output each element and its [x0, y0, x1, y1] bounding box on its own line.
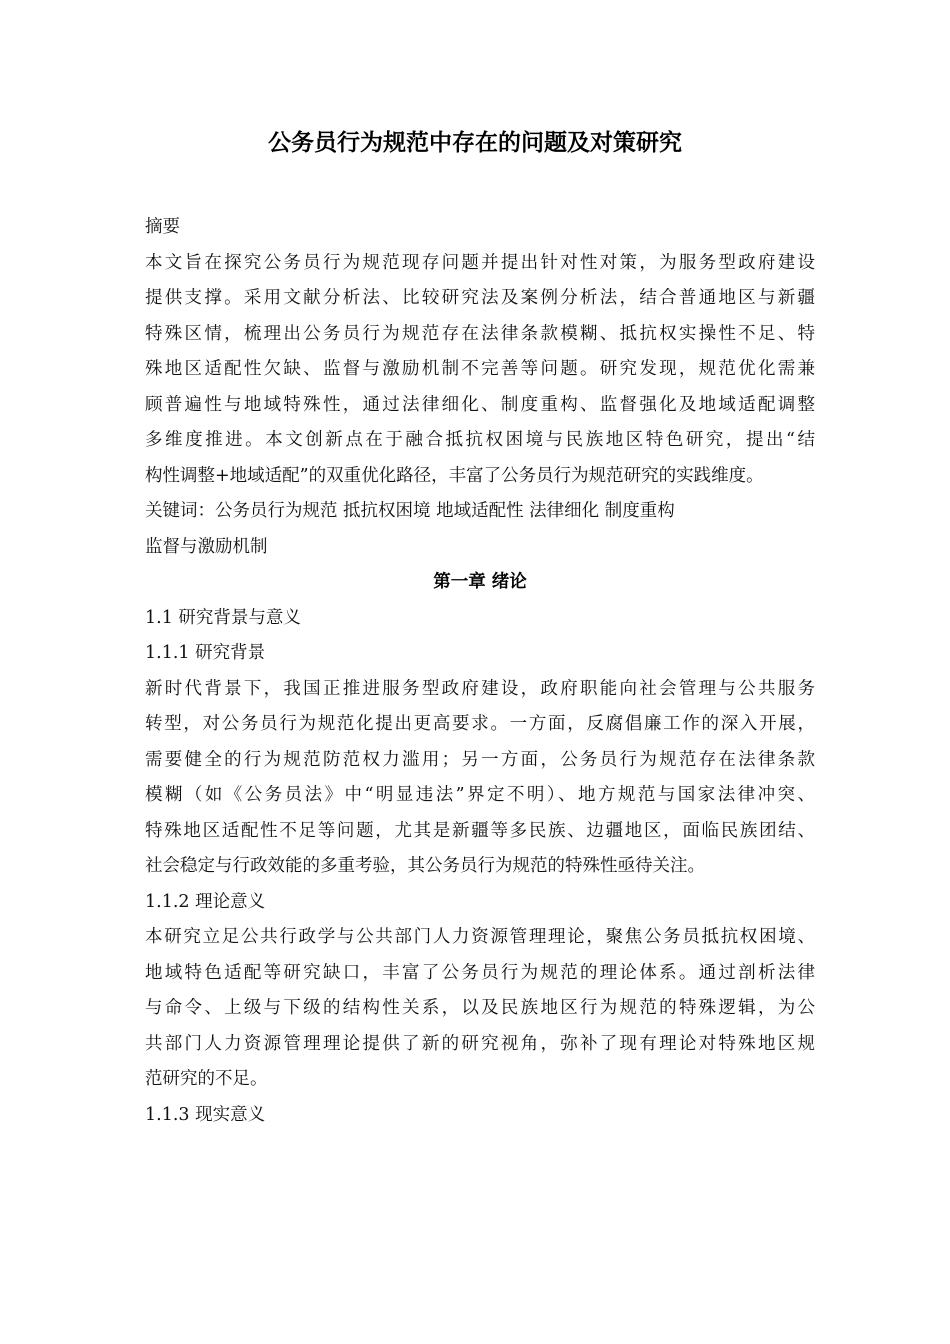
- keywords-line: 关键词：公务员行为规范 抵抗权困境 地域适配性 法律细化 制度重构: [145, 501, 675, 521]
- abstract-line: 顾普遍性与地域特殊性，通过法律细化、制度重构、监督强化及地域适配调整: [145, 394, 815, 415]
- paragraph-line: 需要健全的行为规范防范权力滥用；另一方面，公务员行为规范存在法律条款: [145, 749, 815, 770]
- paragraph-line: 范研究的不足。: [145, 1069, 268, 1089]
- paragraph-line: 与命令、上级与下级的结构性关系，以及民族地区行为规范的特殊逻辑，为公: [145, 998, 815, 1018]
- paragraph-line: 本研究立足公共行政学与公共部门人力资源管理理论，聚焦公务员抵抗权困境、: [145, 927, 815, 947]
- document-body: [145, 210, 815, 1133]
- keywords-line-continued: 监督与激励机制: [145, 536, 268, 557]
- abstract-paragraph: [145, 246, 815, 495]
- paragraph-line: 地域特色适配等研究缺口，丰富了公务员行为规范的理论体系。通过剖析法律: [145, 962, 815, 983]
- theory-paragraph: [145, 920, 815, 1098]
- document-title: 公务员行为规范中存在的问题及对策研究: [268, 130, 682, 156]
- chapter-heading: 第一章 绪论: [433, 572, 527, 592]
- abstract-line: 多维度推进。本文创新点在于融合抵抗权困境与民族地区特色研究，提出“结: [145, 430, 815, 450]
- abstract-line: 殊地区适配性欠缺、监督与激励机制不完善等问题。研究发现，规范优化需兼: [145, 359, 815, 379]
- abstract-line: 本文旨在探究公务员行为规范现存问题并提出针对性对策，为服务型政府建设: [145, 252, 815, 273]
- paragraph-line: 转型，对公务员行为规范化提出更高要求。一方面，反腐倡廉工作的深入开展，: [145, 714, 815, 734]
- section-heading-1-1-3: 1.1.3 现实意义: [145, 1104, 266, 1125]
- paragraph-line: 社会稳定与行政效能的多重考验，其公务员行为规范的特殊性亟待关注。: [145, 856, 705, 876]
- paragraph-line: 新时代背景下，我国正推进服务型政府建设，政府职能向社会管理与公共服务: [145, 678, 815, 699]
- abstract-line: 构性调整+地域适配”的双重优化路径，丰富了公务员行为规范研究的实践维度。: [145, 465, 764, 486]
- paragraph-line: 特殊地区适配性不足等问题，尤其是新疆等多民族、边疆地区，面临民族团结、: [145, 820, 815, 841]
- paragraph-line: 模糊（如《公务员法》中“明显违法”界定不明）、地方规范与国家法律冲突、: [145, 785, 815, 805]
- abstract-heading: 摘要: [145, 217, 180, 237]
- abstract-line: 提供支撑。采用文献分析法、比较研究法及案例分析法，结合普通地区与新疆: [145, 288, 815, 308]
- section-heading-1-1-2: 1.1.2 理论意义: [145, 891, 266, 912]
- background-paragraph: [145, 672, 815, 885]
- abstract-line: 特殊区情，梳理出公务员行为规范存在法律条款模糊、抵抗权实操性不足、特: [145, 323, 815, 344]
- paragraph-line: 共部门人力资源管理理论提供了新的研究视角，弥补了现有理论对特殊地区规: [145, 1033, 815, 1054]
- section-heading-1-1-1: 1.1.1 研究背景: [145, 643, 266, 663]
- section-heading-1-1: 1.1 研究背景与意义: [145, 607, 301, 628]
